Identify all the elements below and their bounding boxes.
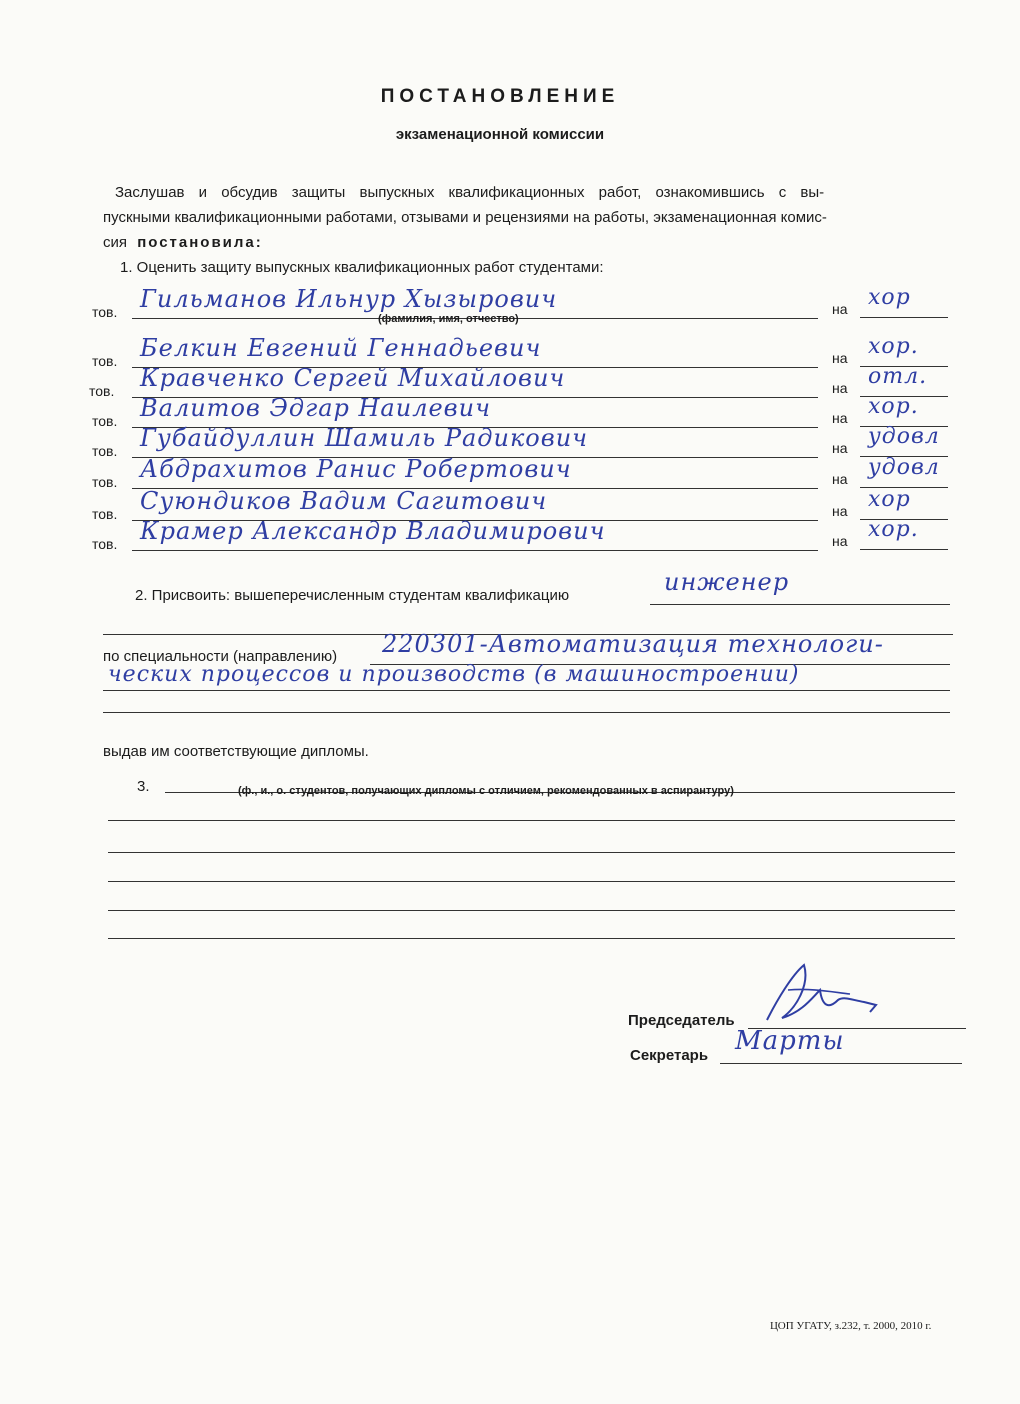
student-name: Кравченко Сергей Михайлович [140,364,566,392]
intro-line-1: Заслушав и обсудив защиты выпускных квалификационных работ, ознакомившись с вы- [115,184,825,201]
secretary-signature: Марты [735,1026,845,1056]
item-1-heading: 1. Оценить защиту выпускных квалификационных работ студентами: [120,259,604,276]
secretary-signature-line [720,1063,962,1064]
document-title: ПОСТАНОВЛЕНИЕ [380,86,620,107]
on-label: на [832,503,848,519]
specialty-label: по специальности (направлению) [103,648,338,665]
student-name: Белкин Евгений Геннадьевич [140,334,542,362]
comrade-label: тов. [92,506,118,522]
intro-line-3-prefix: сия [103,234,128,251]
blank-line [108,938,955,939]
student-grade: удовл [868,424,940,449]
comrade-label: тов. [92,353,118,369]
qualification-handwritten: инженер [664,568,790,596]
specialty-handwritten-1: 220301-Автоматизация технологи- [382,630,884,658]
intro-line-3 [103,234,263,251]
on-label: на [832,380,848,396]
chairman-label: Председатель [628,1012,735,1029]
student-grade: хор. [868,334,919,359]
student-grade: хор. [868,517,919,542]
blank-line [108,852,955,853]
student-grade: хор [868,285,911,310]
print-footer: ЦОП УГАТУ, з.232, т. 2000, 2010 г. [770,1320,932,1332]
specialty-handwritten-2: ческих процессов и производств (в машиностроении) [108,662,800,687]
blank-line [108,881,955,882]
student-name: Суюндиков Вадим Сагитович [140,487,548,515]
comrade-label: тов. [89,383,115,399]
chairman-signature [752,960,892,1030]
student-name: Крамер Александр Владимирович [140,517,606,545]
on-label: на [832,301,848,317]
student-name: Валитов Эдгар Наилевич [140,394,492,422]
on-label: на [832,440,848,456]
item-3-number: 3. [137,778,150,795]
secretary-label: Секретарь [630,1047,709,1064]
on-label: на [832,533,848,549]
resolved-word: постановила: [137,234,263,251]
honors-caption: (ф., и., о. студентов, получающих дипломы с отличием, рекомендованных в аспирантуру) [238,785,734,797]
document-subtitle: экзаменационной комиссии [395,126,605,143]
blank-line [108,820,955,821]
grade-line [860,317,948,318]
on-label: на [832,471,848,487]
comrade-label: тов. [92,474,118,490]
comrade-label: тов. [92,536,118,552]
comrade-label: тов. [92,443,118,459]
on-label: на [832,350,848,366]
student-grade: удовл [868,455,940,480]
student-name: Губайдуллин Шамиль Радикович [140,424,589,452]
specialty-line-2 [103,690,950,691]
qualification-line [650,604,950,605]
diplomas-text: выдав им соответствующие дипломы. [103,743,369,760]
blank-line [103,712,950,713]
student-grade: хор. [868,394,919,419]
student-name: Абдрахитов Ранис Робертович [140,455,572,483]
intro-line-2: пускными квалификационными работами, отзывами и рецензиями на работы, экзаменационная комис- [103,209,827,226]
item-2-heading: 2. Присвоить: вышеперечисленным студентам квалификацию [135,587,570,604]
student-grade: отл. [868,364,928,389]
comrade-label: тов. [92,304,118,320]
name-caption: (фамилия, имя, отчество) [378,313,519,325]
on-label: на [832,410,848,426]
student-name: Гильманов Ильнур Хызырович [140,285,558,313]
name-line [132,550,818,551]
student-grade: хор [868,487,911,512]
grade-line [860,549,948,550]
comrade-label: тов. [92,413,118,429]
blank-line [108,910,955,911]
